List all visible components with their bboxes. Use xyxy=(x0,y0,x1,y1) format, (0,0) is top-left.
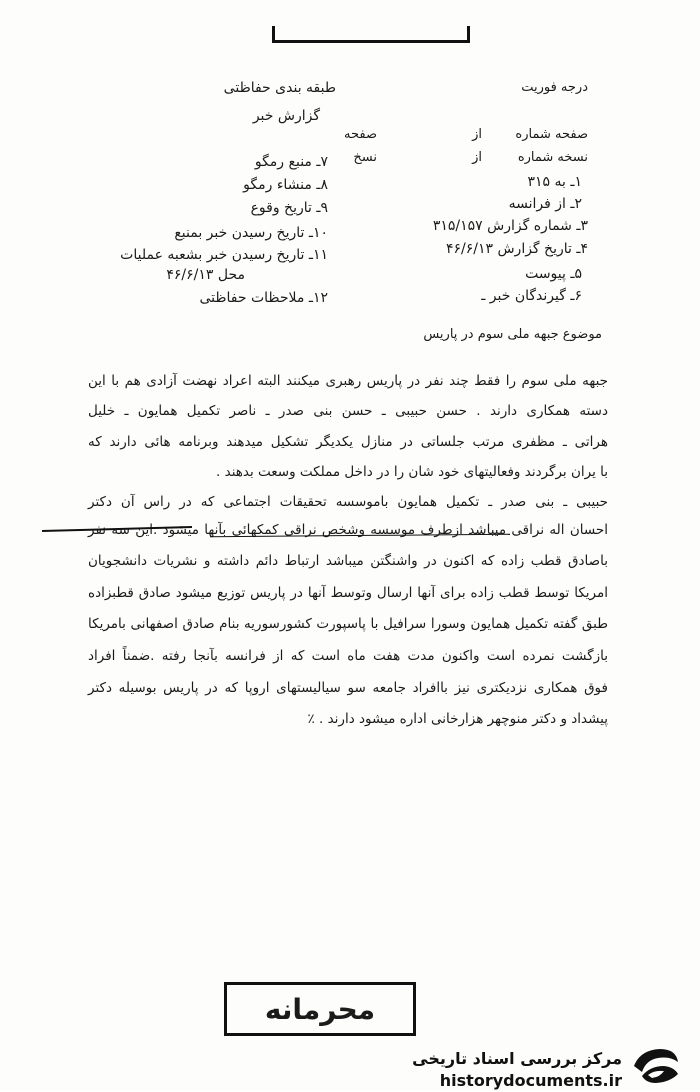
field-protective-notes: ۱۲ـ ملاحظات حفاظتی xyxy=(199,290,328,306)
body-line-3: هراتی ـ مظفری مرتب جلساتی در منازل یکدیگر تشکیل میدهند وبرنامه هائی دارند که xyxy=(88,434,608,450)
page-number-label: صفحه شماره xyxy=(515,127,588,142)
body-line-7: باصادق قطب زاده که اکنون در واشنگتن میباشد ارتباط دائم داشته و نشریات دانشجویان xyxy=(88,553,608,569)
field-from: ۲ـ از فرانسه xyxy=(508,196,582,212)
page-of-label: از xyxy=(472,127,482,142)
field-report-number: ۳ـ شماره گزارش ۳۱۵/۱۵۷ xyxy=(432,218,588,234)
field-origin: ۸ـ منشاء رمگو xyxy=(243,177,328,193)
confidential-stamp xyxy=(224,982,416,1036)
field-report-date: ۴ـ تاریخ گزارش ۴۶/۶/۱۳ xyxy=(445,241,588,257)
watermark-title: مرکز بررسی اسناد تاریخی xyxy=(412,1049,622,1068)
field-recipients: ۶ـ گیرندگان خبر ـ xyxy=(481,288,582,304)
field-date-received-ops: ۱۱ـ تاریخ رسیدن خبر بشعبه عملیات xyxy=(120,247,328,263)
copy-of-label: از xyxy=(472,150,482,165)
body-line-6: احسان اله نراقی میباشد ازطرف موسسه وشخص نراقی کمکهائی بآنها میشود .این سه نفر xyxy=(88,522,608,538)
body-line-11: فوق همکاری نزدیکتری نیز باافراد جامعه سو سیالیستهای اروپا که در پاریس بوسیله دکتر xyxy=(88,680,608,696)
field-to: ۱ـ به ۳۱۵ xyxy=(527,174,582,190)
body-line-4: با یران برگردند وفعالیتهای خود شان را در داخل مملکت وسعت بدهند . xyxy=(216,464,608,480)
copy-number-label: نسخه شماره xyxy=(517,150,588,165)
top-bracket-mark xyxy=(272,26,470,43)
report-title: گزارش خبر xyxy=(252,108,320,124)
body-line-12: پیشداد و دکتر منوچهر هزارخانی اداره میشود دارند . ٪ xyxy=(307,711,608,727)
watermark-url: historydocuments.ir xyxy=(439,1071,622,1090)
body-line-1: جبهه ملی سوم را فقط چند نفر در پاریس رهبری میکنند البته اعراد نهضت آزادی هم با این xyxy=(88,373,608,389)
body-line-2: دسته همکاری دارند . حسن حبیبی ـ حسن بنی صدر ـ ناصر تکمیل همایون ـ خلیل xyxy=(88,403,608,419)
archive-logo-icon xyxy=(630,1046,682,1086)
field-date-received-source: ۱۰ـ تاریخ رسیدن خبر بمنبع xyxy=(174,225,328,241)
field-place-date: محل ۴۶/۶/۱۳ xyxy=(166,267,245,283)
field-event-date: ۹ـ تاریخ وقوع xyxy=(250,200,328,216)
copy-unit-label: نسخ xyxy=(353,150,377,165)
stamp-text: محرمانه xyxy=(264,992,376,1026)
field-attachment: ۵ـ پیوست xyxy=(525,266,582,282)
page-unit-label: صفحه xyxy=(344,127,377,142)
body-line-9: طبق گفته تکمیل همایون وسورا سرافیل با پاسپورت کشورسوریه بنام صادق اصفهانی بامریکا xyxy=(88,616,608,632)
body-line-10: بازگشت نمرده است واکنون مدت هفت ماه است که از فرانسه بآنجا رفته .ضمناً افراد xyxy=(88,648,608,664)
archive-watermark xyxy=(412,1048,622,1092)
urgency-label: درجه فوریت xyxy=(521,80,588,95)
field-source: ۷ـ منبع رمگو xyxy=(254,154,328,170)
classification-label: طبقه بندی حفاظتی xyxy=(223,80,336,96)
body-line-5: حبیبی ـ بنی صدر ـ تکمیل همایون باموسسه تحقیقات اجتماعی که در راس آن دکتر xyxy=(88,494,608,510)
subject-line: موضوع جبهه ملی سوم در پاریس xyxy=(423,327,602,342)
body-line-8: امریکا توسط قطب زاده برای آنها ارسال وتوسط آنها در پاریس توزیع میشود صادق قطبزاده xyxy=(88,585,608,601)
